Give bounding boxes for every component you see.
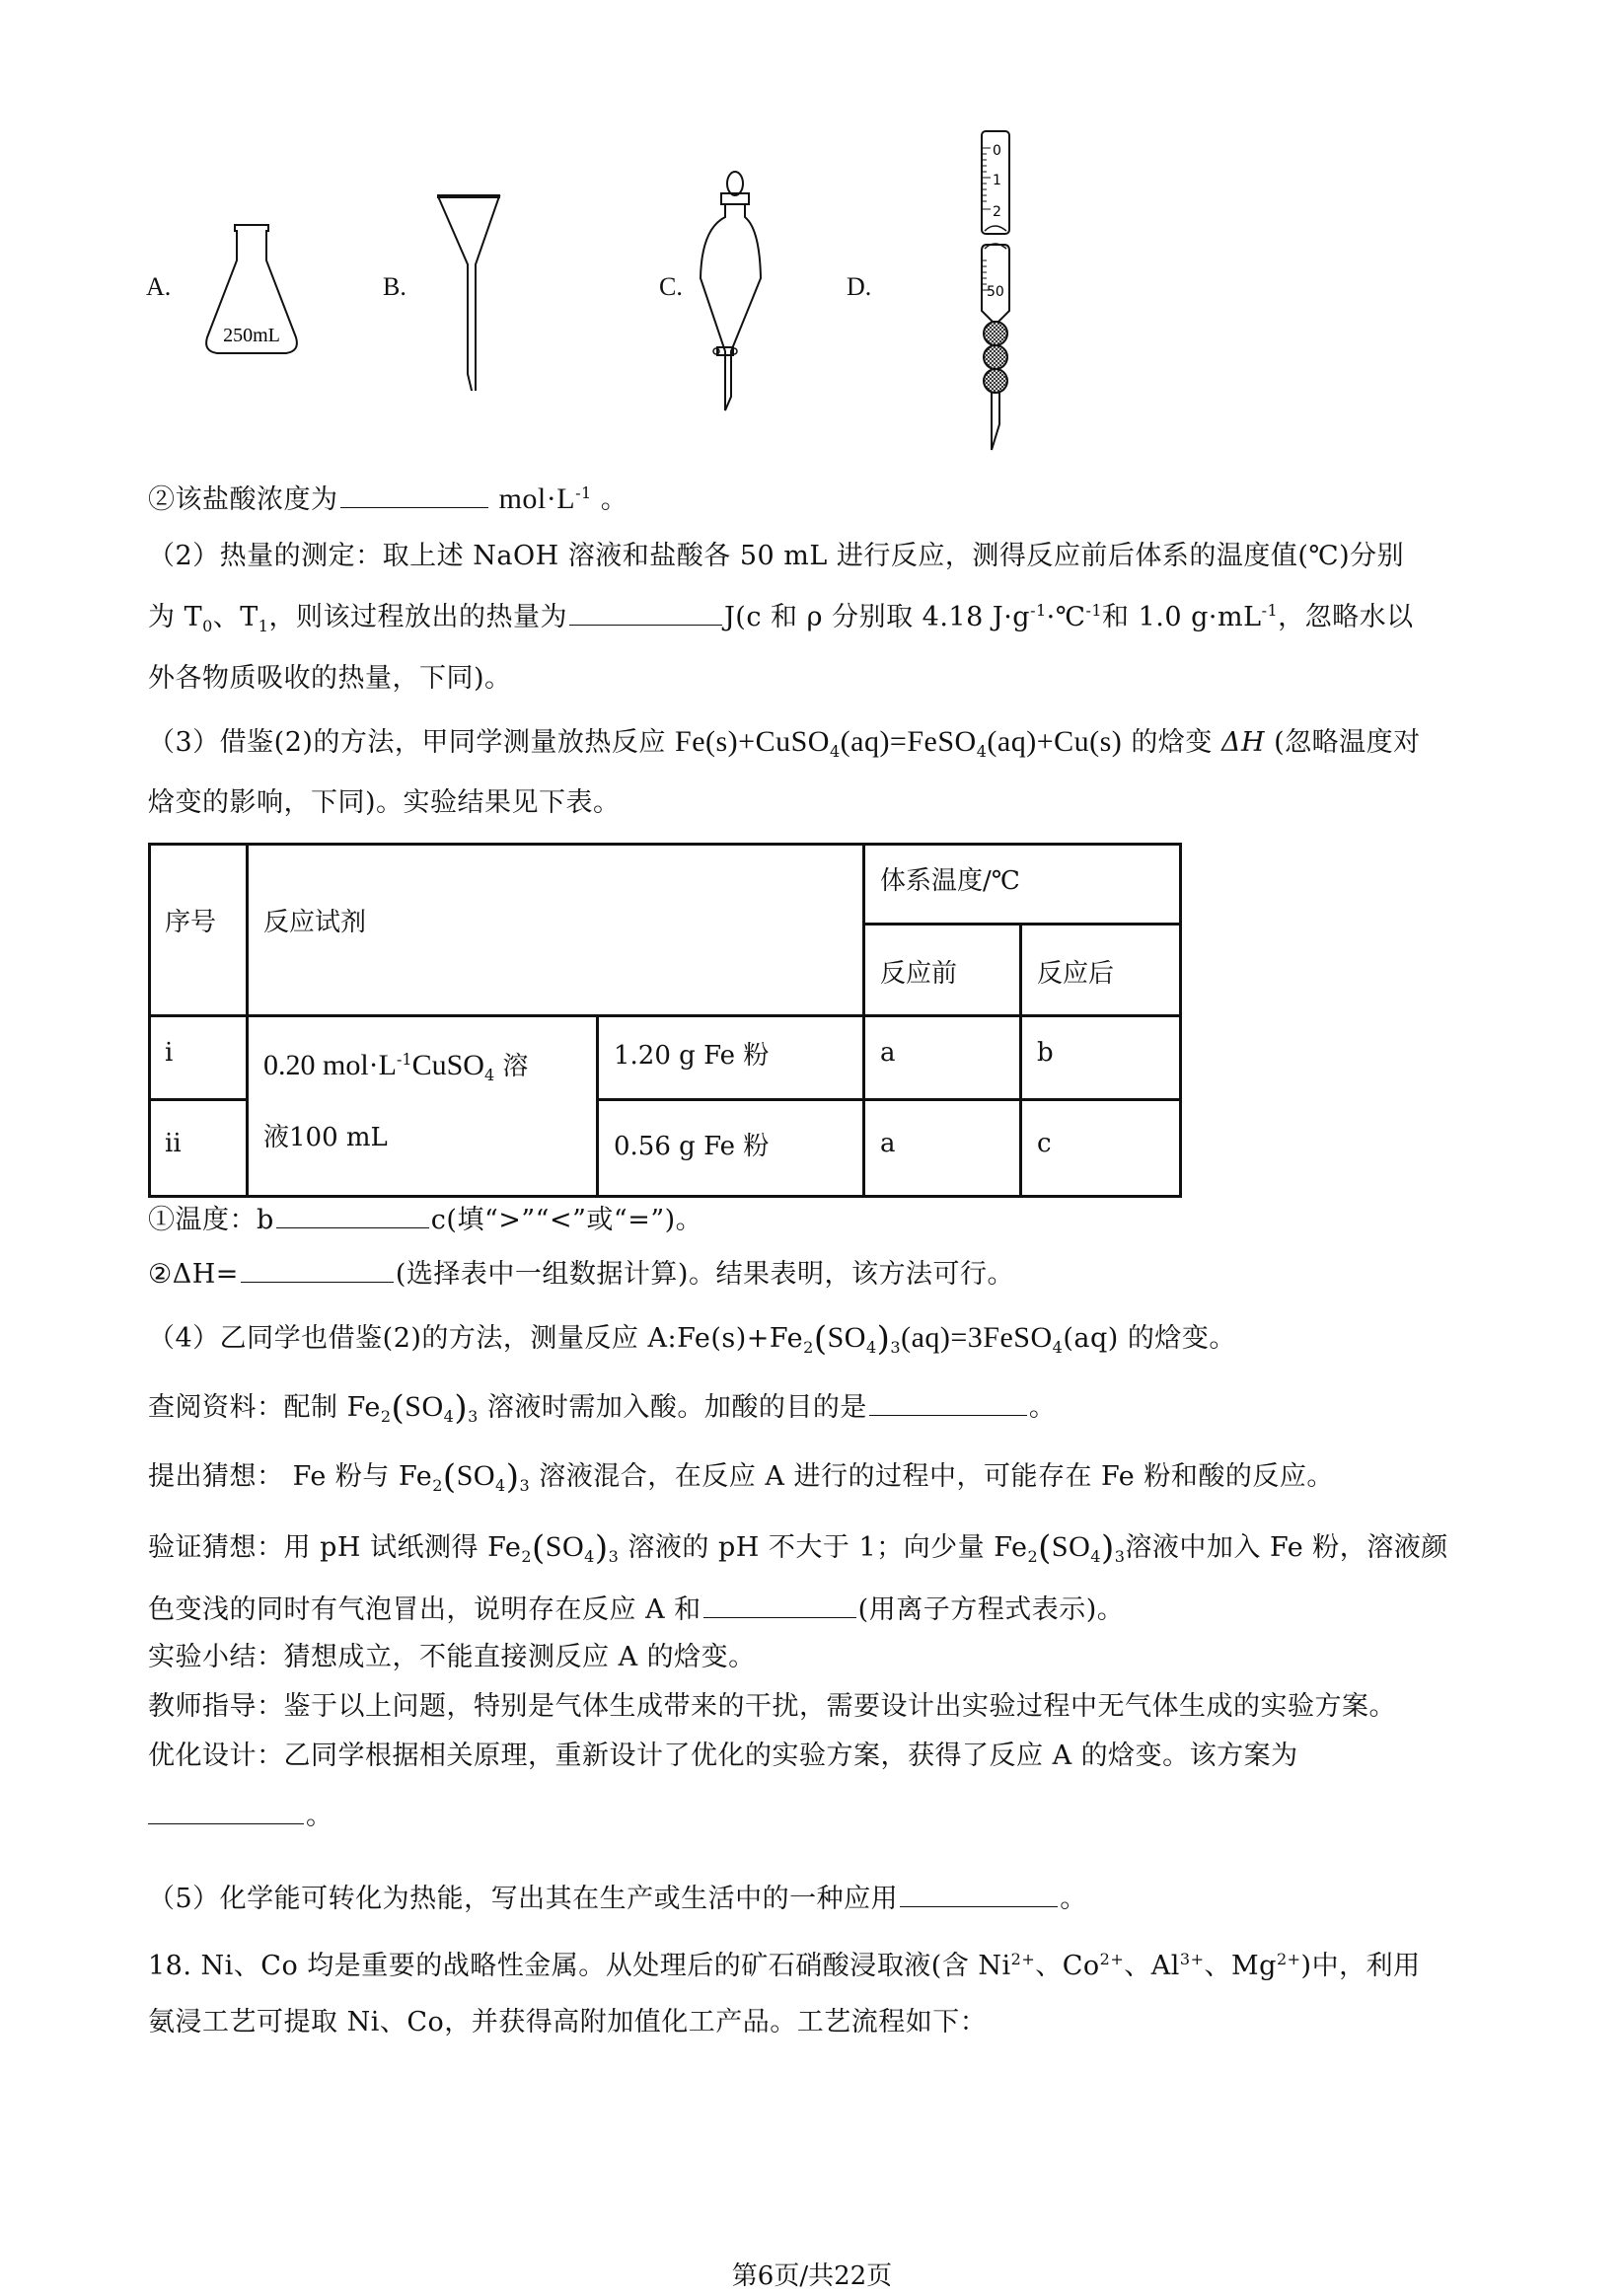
header-after: 反应后 (1037, 959, 1115, 989)
answer-blank-concentration[interactable] (340, 481, 488, 508)
option-a-label: A. (146, 272, 172, 301)
question-5: （5）化学能可转化为热能，写出其在生产或生活中的一种应用 。 (148, 1881, 1490, 1917)
question-3-part-2: ②ΔH= (选择表中一组数据计算)。结果表明，该方法可行。 (148, 1256, 1490, 1293)
row-before: a (880, 1038, 896, 1068)
row-before: a (880, 1129, 896, 1158)
row-fe: 1.20 g Fe 粉 (614, 1041, 770, 1071)
answer-blank-delta-h[interactable] (241, 1256, 394, 1283)
row-after: c (1037, 1129, 1052, 1158)
answer-blank-application[interactable] (900, 1881, 1058, 1907)
conical-flask-icon (197, 221, 306, 359)
row-fe: 0.56 g Fe 粉 (614, 1132, 770, 1161)
verify-hypothesis: 验证猜想：用 pH 试纸测得 $Fe_2(SO_4)_3$ 溶液的 pH 不大于 1；向少量 $Fe_2(SO_4)_3$溶液中加入 Fe 粉，溶液颜 (148, 1528, 1448, 1568)
row-after: b (1037, 1038, 1054, 1068)
option-b-label: B. (383, 272, 406, 301)
answer-blank-temperature-compare[interactable] (276, 1202, 429, 1228)
answer-blank-scheme[interactable] (148, 1798, 304, 1824)
svg-text:1: 1 (993, 173, 1001, 188)
svg-text:250mL: 250mL (223, 325, 280, 346)
answer-blank-ionic-equation[interactable] (703, 1592, 856, 1618)
teacher-guidance: 教师指导：鉴于以上问题，特别是气体生成带来的干扰，需要设计出实验过程中无气体生成的实验方案。 (148, 1691, 1396, 1722)
answer-blank-acid-purpose[interactable] (869, 1389, 1027, 1416)
svg-text:50: 50 (987, 284, 1004, 300)
optimized-design: 优化设计：乙同学根据相关原理，重新设计了优化的实验方案，获得了反应 A 的焓变。该方案为 (148, 1741, 1298, 1771)
question-1-part-2: ②该盐酸浓度为 $mol\cdot L^{-1}$ 。 (148, 482, 628, 515)
svg-text:0: 0 (993, 143, 1001, 159)
header-index: 序号 (165, 908, 217, 937)
header-before: 反应前 (880, 959, 958, 989)
burette-icon (977, 128, 1026, 454)
option-d-label: D. (847, 272, 872, 301)
experiment-summary: 实验小结：猜想成立，不能直接测反应 A 的焓变。 (148, 1642, 756, 1672)
question-3-part-1: ①温度：b c(填“>”“<”或“=”)。 (148, 1202, 1490, 1238)
page-number: 第6页/共22页 (731, 2261, 893, 2291)
row-index: ii (165, 1129, 182, 1158)
hypothesis: 提出猜想： Fe 粉与 $Fe_2(SO_4)_3$ 溶液混合，在反应 A 进行的过程中，可能存在 Fe 粉和酸的反应。 (148, 1457, 1334, 1497)
funnel-icon (434, 193, 513, 391)
experiment-results-table (148, 843, 1182, 1198)
answer-blank-heat[interactable] (569, 599, 722, 626)
row-index: i (165, 1038, 174, 1068)
exam-page: A. 250mL B. C. D. 0 1 2 50 ②该盐酸浓度为 $mol\cdot L^{-1}$ 。 （2）热量的测定：取上述 NaOH 溶液和盐酸各 50 mL 进行反应，测得反应前后体系的温度值(℃)分别 为 $T_0$、$T_1$，则该过程放出的热量为 J(c 和 ρ 分别取 4.18 $J\cdot g^{-1}\cdot℃^{-1}$和 1.0 $g\cdot mL^{-1}$，忽略水以 外各物质吸收的热量，下同)。 （3）借鉴(2)的方法，甲同学测量放热反应 Fe(s)+CuSO$_4$(aq)=FeSO$_4$(aq)+Cu(s) 的焓变 ΔH (忽略温度对 焓变的影响，下同)。实验结果见下表。 序号 反应试剂 体系温度/℃ 反应前 反应后 0.20 $mol\cdot L^{-1}CuSO_4$ 溶 液100 mL i 1.20 g Fe 粉 a b ii 0.56 g Fe 粉 a c ①温度：b c(填“>”“<”或“=”)。 ②ΔH= (选择表中一组数据计算)。结果表明，该方法可行。 （4）乙同学也借鉴(2)的方法，测量反应 $A:Fe(s)+Fe_2(SO_4)_3(aq)=3FeSO_4(aq)$ 的焓变。 查阅资料：配制 $Fe_2(SO_4)_3$ 溶液时需加入酸。加酸的目的是 。 提出猜想： Fe 粉与 $Fe_2(SO_4)_3$ 溶液混合，在反应 A 进行的过程中，可能存在 Fe 粉和酸的反应。 验证猜想：用 pH 试纸测得 $Fe_2(SO_4)_3$ 溶液的 pH 不大于 1；向少量 $Fe_2(SO_4)_3$溶液中加入 Fe 粉，溶液颜 色变浅的同时有气泡冒出，说明存在反应 A 和 (用离子方程式表示)。 实验小结：猜想成立，不能直接测反应 A 的焓变。 教师指导：鉴于以上问题，特别是气体生成带来的干扰，需要设计出实验过程中无气体生成的实验方案。 优化设计：乙同学根据相关原理，重新设计了优化的实验方案，获得了反应 A 的焓变。该方案为 。 （5）化学能可转化为热能，写出其在生产或生活中的一种应用 。 18. Ni、Co 均是重要的战略性金属。从处理后的矿石硝酸浸取液(含 $Ni^{2+}$、$Co^{2+}$、$Al^{3+}$、$Mg^{2+}$)中，利用 氨浸工艺可提取 Ni、Co，并获得高附加值化工产品。工艺流程如下： 第6页/共22页 (0, 0, 1624, 2296)
shared-reagent-cell-line2: 液100 mL (263, 1123, 388, 1152)
separatory-funnel-icon (696, 170, 775, 416)
svg-text:2: 2 (993, 204, 1001, 220)
header-temperature: 体系温度/℃ (880, 866, 1020, 896)
header-reagent: 反应试剂 (263, 908, 367, 937)
shared-reagent-cell: 0.20 $mol\cdot L^{-1}CuSO_4$ 溶 (263, 1049, 529, 1084)
lookup-info: 查阅资料：配制 $Fe_2(SO_4)_3$ 溶液时需加入酸。加酸的目的是 。 (148, 1388, 1057, 1428)
option-c-label: C. (659, 272, 683, 301)
